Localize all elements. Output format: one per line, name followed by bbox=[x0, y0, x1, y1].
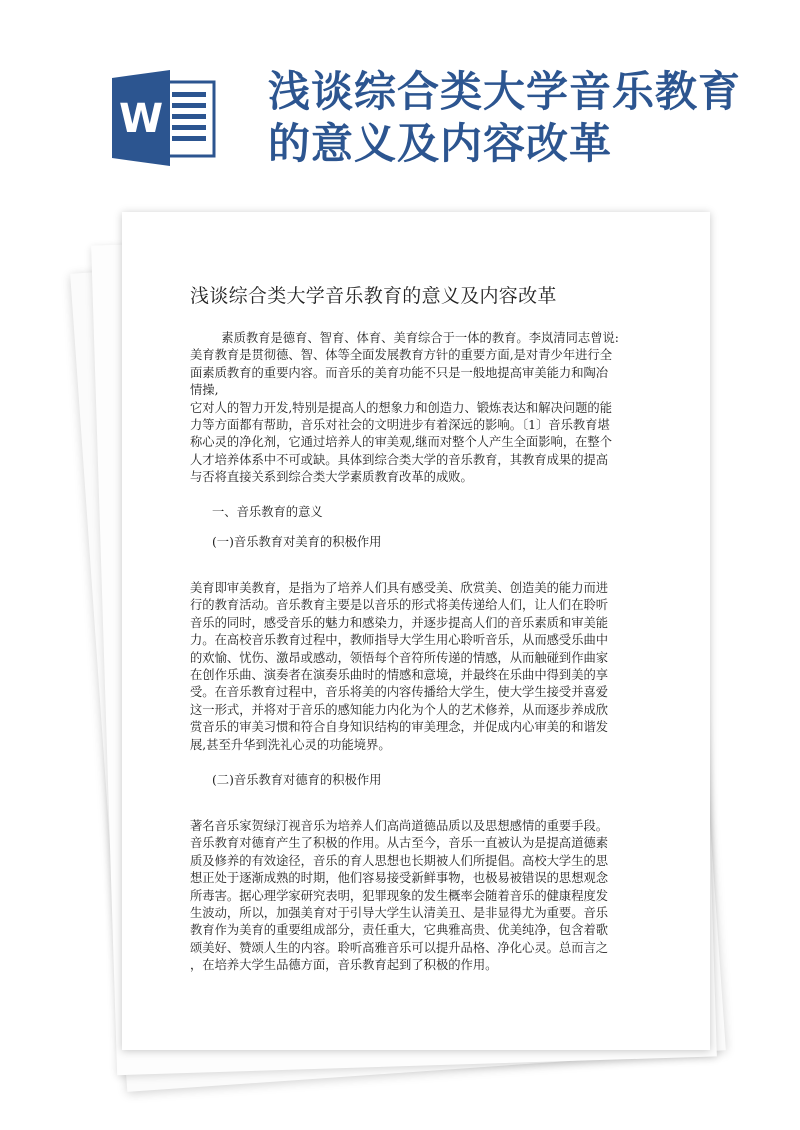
document-title: 浅谈综合类大学音乐教育的意义及内容改革 bbox=[190, 285, 557, 307]
subsection-heading-2: (二)音乐教育对德育的积极作用 bbox=[212, 773, 382, 787]
intro-paragraph: 素质教育是德育、智育、体育、美育综合于一体的教育。李岚清同志曾说: 美育教育是贯彻德、智、体等全面发展教育方针的重要方面,是对青少年进行全 面素质教育的重要内容。而音乐的美育功能不只是一般地提高审美能力和陶冶 情操, 它对人的智力开发,特别是提高人的想象力和创造力、锻炼表达和解决问题的能 力等方面都有帮助，音乐对社会的文明进步有着深远的影响。〔1〕音乐教育堪 称心灵的净化剂，它通过培养人的审美观,继而对整个人产生全面影响，在整个 人才培养体系中不可或缺。具体到综合类大学的音乐教育，其教育成果的提高 与否将直接关系到综合类大学素质教育改革的成败。 bbox=[190, 331, 619, 485]
moral-education-paragraph: 著名音乐家贺绿汀视音乐为培养人们高尚道德品质以及思想感情的重要手段。 音乐教育对德育产生了积极的作用。从古至今，音乐一直被认为是提高道德素 质及修养的有效途径，音乐的育人思想也长期被人们所提倡。高校大学生的思 想正处于逐渐成熟的时期，他们容易接受新鲜事物，也极易被错误的思想观念 所毒害。据心理学家研究表明，犯罪现象的发生概率会随着音乐的健康程度发 生波动，所以，加强美育对于引导大学生认清美丑、是非显得尤为重要。音乐 教育作为美育的重要组成部分，责任重大，它典雅高贵、优美纯净，包含着歌 颂美好、赞颂人生的内容。聆听高雅音乐可以提升品格、净化心灵。总而言之 ，在培养大学生品德方面，音乐教育起到了积极的作用。 bbox=[190, 819, 609, 973]
word-document-icon bbox=[108, 68, 218, 168]
svg-text:W: W bbox=[118, 96, 164, 142]
document-page bbox=[122, 212, 710, 1050]
subsection-heading-1: (一)音乐教育对美育的积极作用 bbox=[212, 535, 382, 549]
aesthetic-education-paragraph: 美育即审美教育，是指为了培养人们具有感受美、欣赏美、创造美的能力而进 行的教育活动。音乐教育主要是以音乐的形式将美传递给人们，让人们在聆听 音乐的同时，感受音乐的魅力和感染力，并逐步提高人们的音乐素质和审美能 力。在高校音乐教育过程中，教师指导大学生用心聆听音乐，从而感受乐曲中 的欢愉、忧伤、激昂或感动，领悟每个音符所传递的情感，从而触碰到作曲家 在创作乐曲、演奏者在演奏乐曲时的情感和意境，并最终在乐曲中得到美的享 受。在音乐教育过程中，音乐将美的内容传播给大学生，使大学生接受并喜爱 这一形式，并将对于音乐的感知能力内化为个人的艺术修养，从而逐步养成欣 赏音乐的审美习惯和符合自身知识结构的审美理念，并促成内心审美的和谐发 展,甚至升华到洗礼心灵的功能境界。 bbox=[190, 581, 609, 752]
section-heading-1: 一、音乐教育的意义 bbox=[212, 505, 323, 519]
page-title: 浅谈综合类大学音乐教育的意义及内容改革 bbox=[268, 67, 742, 168]
